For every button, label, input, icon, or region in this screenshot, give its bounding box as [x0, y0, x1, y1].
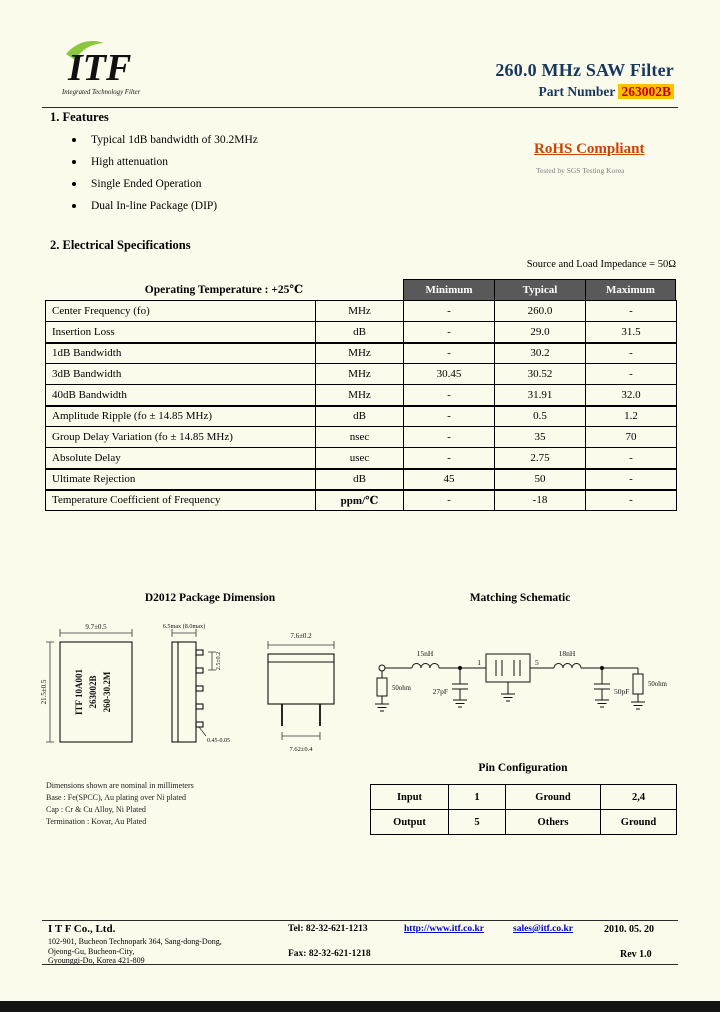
spec-min: 45: [404, 469, 495, 490]
specs-heading: 2. Electrical Specifications: [50, 238, 191, 252]
pin-5-label: 5: [535, 658, 539, 667]
footer-company-name: I T F Co., Ltd.: [48, 923, 116, 935]
itf-logo-graphic: [58, 36, 162, 100]
spec-typ: 260.0: [495, 301, 586, 322]
feature-item: [72, 195, 258, 217]
spec-unit: MHz: [316, 385, 404, 406]
note-line: Base : Fe(SPCC), Au plating over Ni plated: [46, 793, 186, 802]
matching-schematic-heading: Matching Schematic: [469, 592, 571, 604]
pin-config-cell: Input: [371, 785, 449, 810]
bullet-icon: [72, 204, 76, 208]
pin-config-cell: Output: [371, 810, 449, 835]
column-header-maximum: Maximum: [585, 279, 676, 301]
capacitor-input-value: 27pF: [432, 687, 448, 696]
spec-param: 1dB Bandwidth: [46, 343, 316, 364]
dim-pin-pitch: 2.5±0.2: [216, 651, 222, 671]
end-view-outline: [268, 654, 334, 726]
electrical-specs-table: [45, 300, 677, 511]
pin-config-row: [371, 785, 677, 810]
dim-pin-diameter: 0.45-0.05: [207, 738, 230, 744]
footer-address-line: Ojeong-Gu, Bucheon-City,: [48, 946, 135, 956]
spec-min: -: [404, 427, 495, 448]
spec-max: 31.5: [586, 322, 677, 343]
spec-unit: ppm/℃: [316, 490, 404, 511]
part-number-label: Part Number: [538, 84, 616, 99]
spec-row: [46, 364, 677, 385]
pin-configuration-table: [370, 784, 677, 835]
dim-body-width: 9.7±0.5: [85, 623, 107, 631]
inductor-output-value: 18nH: [558, 649, 576, 658]
footer-revision: Rev 1.0: [620, 949, 652, 960]
spec-typ: 35: [495, 427, 586, 448]
bullet-icon: [72, 160, 76, 164]
pin-config-row: [371, 810, 677, 835]
ground-icon: [453, 700, 467, 707]
note-line: Termination : Kovar, Au Plated: [46, 817, 147, 826]
website-link[interactable]: http://www.itf.co.kr: [404, 924, 484, 934]
package-marking-line3: 260-30.2M: [102, 671, 112, 713]
footer-address-line: 102-901, Bucheon Technopark 364, Sang-dong-Dong,: [48, 937, 222, 946]
schematic-wires: [375, 654, 645, 711]
spec-min: -: [404, 301, 495, 322]
spec-typ: 30.2: [495, 343, 586, 364]
logo-letters: ITF: [68, 47, 132, 89]
spec-param: Absolute Delay: [46, 448, 316, 469]
load-impedance-label: 50ohm: [648, 681, 667, 688]
spec-max: -: [586, 364, 677, 385]
spec-min: -: [404, 406, 495, 427]
footer-fax: Fax: 82-32-621-1218: [288, 949, 371, 959]
pin-config-cell: Others: [506, 810, 601, 835]
footer-telephone: Tel: 82-32-621-1213: [288, 924, 368, 934]
doc-title: 260.0 MHz SAW Filter: [495, 60, 674, 80]
spec-max: 1.2: [586, 406, 677, 427]
spec-param: Insertion Loss: [46, 322, 316, 343]
rohs-compliant-label: RoHS Compliant: [534, 141, 645, 157]
spec-unit: dB: [316, 469, 404, 490]
spec-param: Amplitude Ripple (fo ± 14.85 MHz): [46, 406, 316, 427]
column-header-typical: Typical: [494, 279, 586, 301]
note-line: Dimensions shown are nominal in millimeters: [46, 781, 194, 790]
spec-row: [46, 490, 677, 511]
spec-max: -: [586, 448, 677, 469]
spec-row: [46, 322, 677, 343]
note-line: Cap : Cr & Cu Alloy, Ni Plated: [46, 805, 146, 814]
spec-max: 70: [586, 427, 677, 448]
header-divider: [42, 107, 678, 108]
spec-max: -: [586, 343, 677, 364]
part-number-line: [495, 84, 674, 100]
features-heading: 1. Features: [50, 110, 109, 124]
spec-unit: nsec: [316, 427, 404, 448]
spec-unit: MHz: [316, 301, 404, 322]
dim-body-height: 21.5±0.5: [40, 679, 48, 705]
capacitor-output: [594, 668, 610, 700]
spec-typ: 31.91: [495, 385, 586, 406]
package-marking-line2: 263002B: [88, 675, 98, 709]
pin-configuration-title: Pin Configuration: [478, 762, 568, 774]
pin-config-cell: Ground: [601, 810, 677, 835]
capacitor-output-value: 50pF: [614, 687, 630, 696]
spec-param: Group Delay Variation (fo ± 14.85 MHz): [46, 427, 316, 448]
footer-divider-top: [42, 920, 678, 921]
spec-unit: MHz: [316, 364, 404, 385]
spec-param: 40dB Bandwidth: [46, 385, 316, 406]
saw-device-outline: [486, 654, 530, 682]
spec-max: -: [586, 490, 677, 511]
column-header-minimum: Minimum: [403, 279, 495, 301]
spec-row: [46, 448, 677, 469]
spec-typ: 2.75: [495, 448, 586, 469]
side-view-outline: [172, 642, 203, 742]
spec-typ: -18: [495, 490, 586, 511]
footer-divider-bottom: [42, 964, 678, 965]
load-resistor: [633, 674, 643, 694]
spec-typ: 29.0: [495, 322, 586, 343]
feature-item: [72, 129, 258, 151]
spec-row: [46, 385, 677, 406]
ground-icon: [595, 700, 609, 707]
title-block: [495, 60, 674, 100]
capacitor-input: [452, 668, 468, 700]
footer-address-line: Gyounggi-Do, Korea 421-809: [48, 956, 145, 965]
saw-idt-symbol: [496, 660, 520, 676]
feature-text: Dual In-line Package (DIP): [91, 200, 218, 212]
pin-1-label: 1: [477, 658, 481, 667]
spec-typ: 30.52: [495, 364, 586, 385]
spec-param: Temperature Coefficient of Frequency: [46, 490, 316, 511]
pin-config-cell: 2,4: [601, 785, 677, 810]
pin-config-cell: Ground: [506, 785, 601, 810]
bullet-icon: [72, 182, 76, 186]
spec-max: -: [586, 469, 677, 490]
spec-min: -: [404, 385, 495, 406]
spec-param: Ultimate Rejection: [46, 469, 316, 490]
spec-max: -: [586, 301, 677, 322]
source-impedance-label: 50ohm: [392, 685, 411, 692]
feature-text: High attenuation: [91, 156, 168, 168]
spec-min: 30.45: [404, 364, 495, 385]
spec-row: [46, 343, 677, 364]
part-number-value: 263002B: [618, 84, 674, 99]
bullet-icon: [72, 138, 76, 142]
pin-config-cell: 5: [449, 810, 506, 835]
matching-schematic-drawing: [368, 628, 678, 753]
inductor-input-value: 15nH: [416, 649, 434, 658]
spec-param: Center Frequency (fo): [46, 301, 316, 322]
feature-text: Typical 1dB bandwidth of 30.2MHz: [91, 134, 258, 146]
package-dimension-heading: D2012 Package Dimension: [144, 592, 276, 604]
spec-unit: dB: [316, 322, 404, 343]
inductor-input: [412, 664, 439, 669]
spec-row: [46, 427, 677, 448]
scan-edge-bar: [0, 1001, 720, 1012]
feature-item: [72, 151, 258, 173]
email-link[interactable]: sales@itf.co.kr: [513, 924, 574, 934]
ground-icon: [501, 694, 515, 701]
feature-item: [72, 173, 258, 195]
rohs-tested-note: Tested by SGS Testing Korea: [536, 166, 625, 175]
spec-typ: 0.5: [495, 406, 586, 427]
spec-min: -: [404, 343, 495, 364]
impedance-note: Source and Load Impedance = 50Ω: [526, 259, 676, 270]
package-notes: [46, 780, 194, 828]
spec-typ: 50: [495, 469, 586, 490]
spec-min: -: [404, 322, 495, 343]
dim-side-depth: 6.5max (8.0max): [162, 623, 206, 630]
spec-unit: usec: [316, 448, 404, 469]
spec-min: -: [404, 490, 495, 511]
spec-row: [46, 469, 677, 490]
spec-max: 32.0: [586, 385, 677, 406]
spec-row: [46, 301, 677, 322]
logo-tagline: Integrated Technology Filter: [62, 89, 141, 96]
pin-config-cell: 1: [449, 785, 506, 810]
spec-row: [46, 406, 677, 427]
operating-temperature-header: Operating Temperature : +25℃: [144, 284, 304, 296]
spec-min: -: [404, 448, 495, 469]
spec-unit: MHz: [316, 343, 404, 364]
itf-logo: [58, 36, 162, 105]
ground-icon: [375, 704, 389, 711]
package-marking-line1: ITF 10A001: [74, 669, 84, 715]
spec-unit: dB: [316, 406, 404, 427]
ground-icon: [631, 702, 645, 709]
features-list: [72, 129, 258, 217]
dim-pin-row: 7.62±0.4: [289, 746, 313, 753]
inductor-output: [554, 664, 581, 669]
package-dimension-drawing: [40, 620, 370, 760]
footer-date: 2010. 05. 20: [604, 924, 654, 935]
footer-address: [48, 937, 222, 966]
feature-text: Single Ended Operation: [91, 178, 202, 190]
spec-param: 3dB Bandwidth: [46, 364, 316, 385]
dim-end-width: 7.6±0.2: [290, 632, 312, 640]
source-resistor: [377, 678, 387, 696]
